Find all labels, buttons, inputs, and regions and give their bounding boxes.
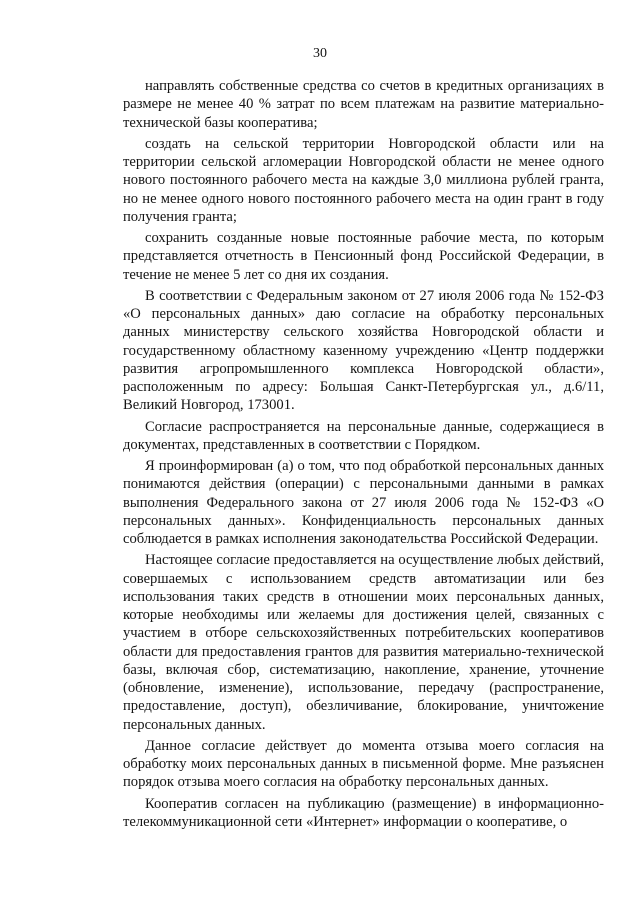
document-body [123, 77, 604, 834]
paragraph-own-funds: направлять собственные средства со счетов в кредитных организациях в размере не менее 40 % затрат по всем платежам на развитие материально-технической базы кооператива; [123, 78, 604, 131]
paragraph-consent-validity: Данное согласие действует до момента отзыва моего согласия на обработку моих персональных данных в письменной форме. Мне разъяснен порядок отзыва моего согласия на обработку персональных данных. [123, 737, 604, 791]
paragraph-consent-law: В соответствии с Федеральным законом от 27 июля 2006 года № 152-ФЗ «О персональных данных» даю согласие на обработку персональных данных министерству сельского хозяйства Новгородской области и государственному областному казенному учреждению «Центр поддержки развития агропромышленного комплекса Новгородской области», расположенным по адресу: Большая Санкт-Петербургская ул., д.6/11, Великий Новгород, 173001. [123, 287, 604, 414]
paragraph-create-jobs: создать на сельской территории Новгородской области или на территории сельской агломерации Новгородской области не менее одного нового постоянного рабочего места на каждые 3,0 миллиона рублей гранта, но не менее одного нового постоянного рабочего места на один грант в году получения гранта; [123, 135, 604, 225]
paragraph-keep-jobs: сохранить созданные новые постоянные рабочие места, по которым представляется отчетность в Пенсионный фонд Российской Федерации, в течение не менее 5 лет со дня их создания. [123, 230, 604, 283]
paragraph-publication: Кооператив согласен на публикацию (размещение) в информационно-телекоммуникационной сети «Интернет» информации о кооперативе, о [123, 795, 604, 830]
paragraph-informed: Я проинформирован (а) о том, что под обработкой персональных данных понимаются действия (операции) с персональными данными в рамках выполнения Федерального закона от 27 июля 2006 года № 152-ФЗ «О персональных данных». Конфиденциальность персональных данных соблюдается в рамках исполнения законодательства Российской Федерации. [123, 458, 604, 547]
page-number: 30 [313, 46, 327, 61]
paragraph-consent-scope: Согласие распространяется на персональные данные, содержащиеся в документах, представленных в соответствии с Порядком. [123, 418, 604, 453]
paragraph-consent-actions: Настоящее согласие предоставляется на осуществление любых действий, совершаемых с использованием средств автоматизации или без использования таких средств в отношении моих персональных данных, которые необходимы или желаемы для достижения целей, связанных с участием в отборе сельскохозяйственных потребительских кооперативов области для предоставления грантов для развития материально-технической базы, включая сбор, систематизацию, накопление, хранение, уточнение (обновление, изменение), использование, передачу (распространение, предоставление, доступ), обезличивание, блокирование, уничтожение персональных данных. [123, 552, 604, 733]
